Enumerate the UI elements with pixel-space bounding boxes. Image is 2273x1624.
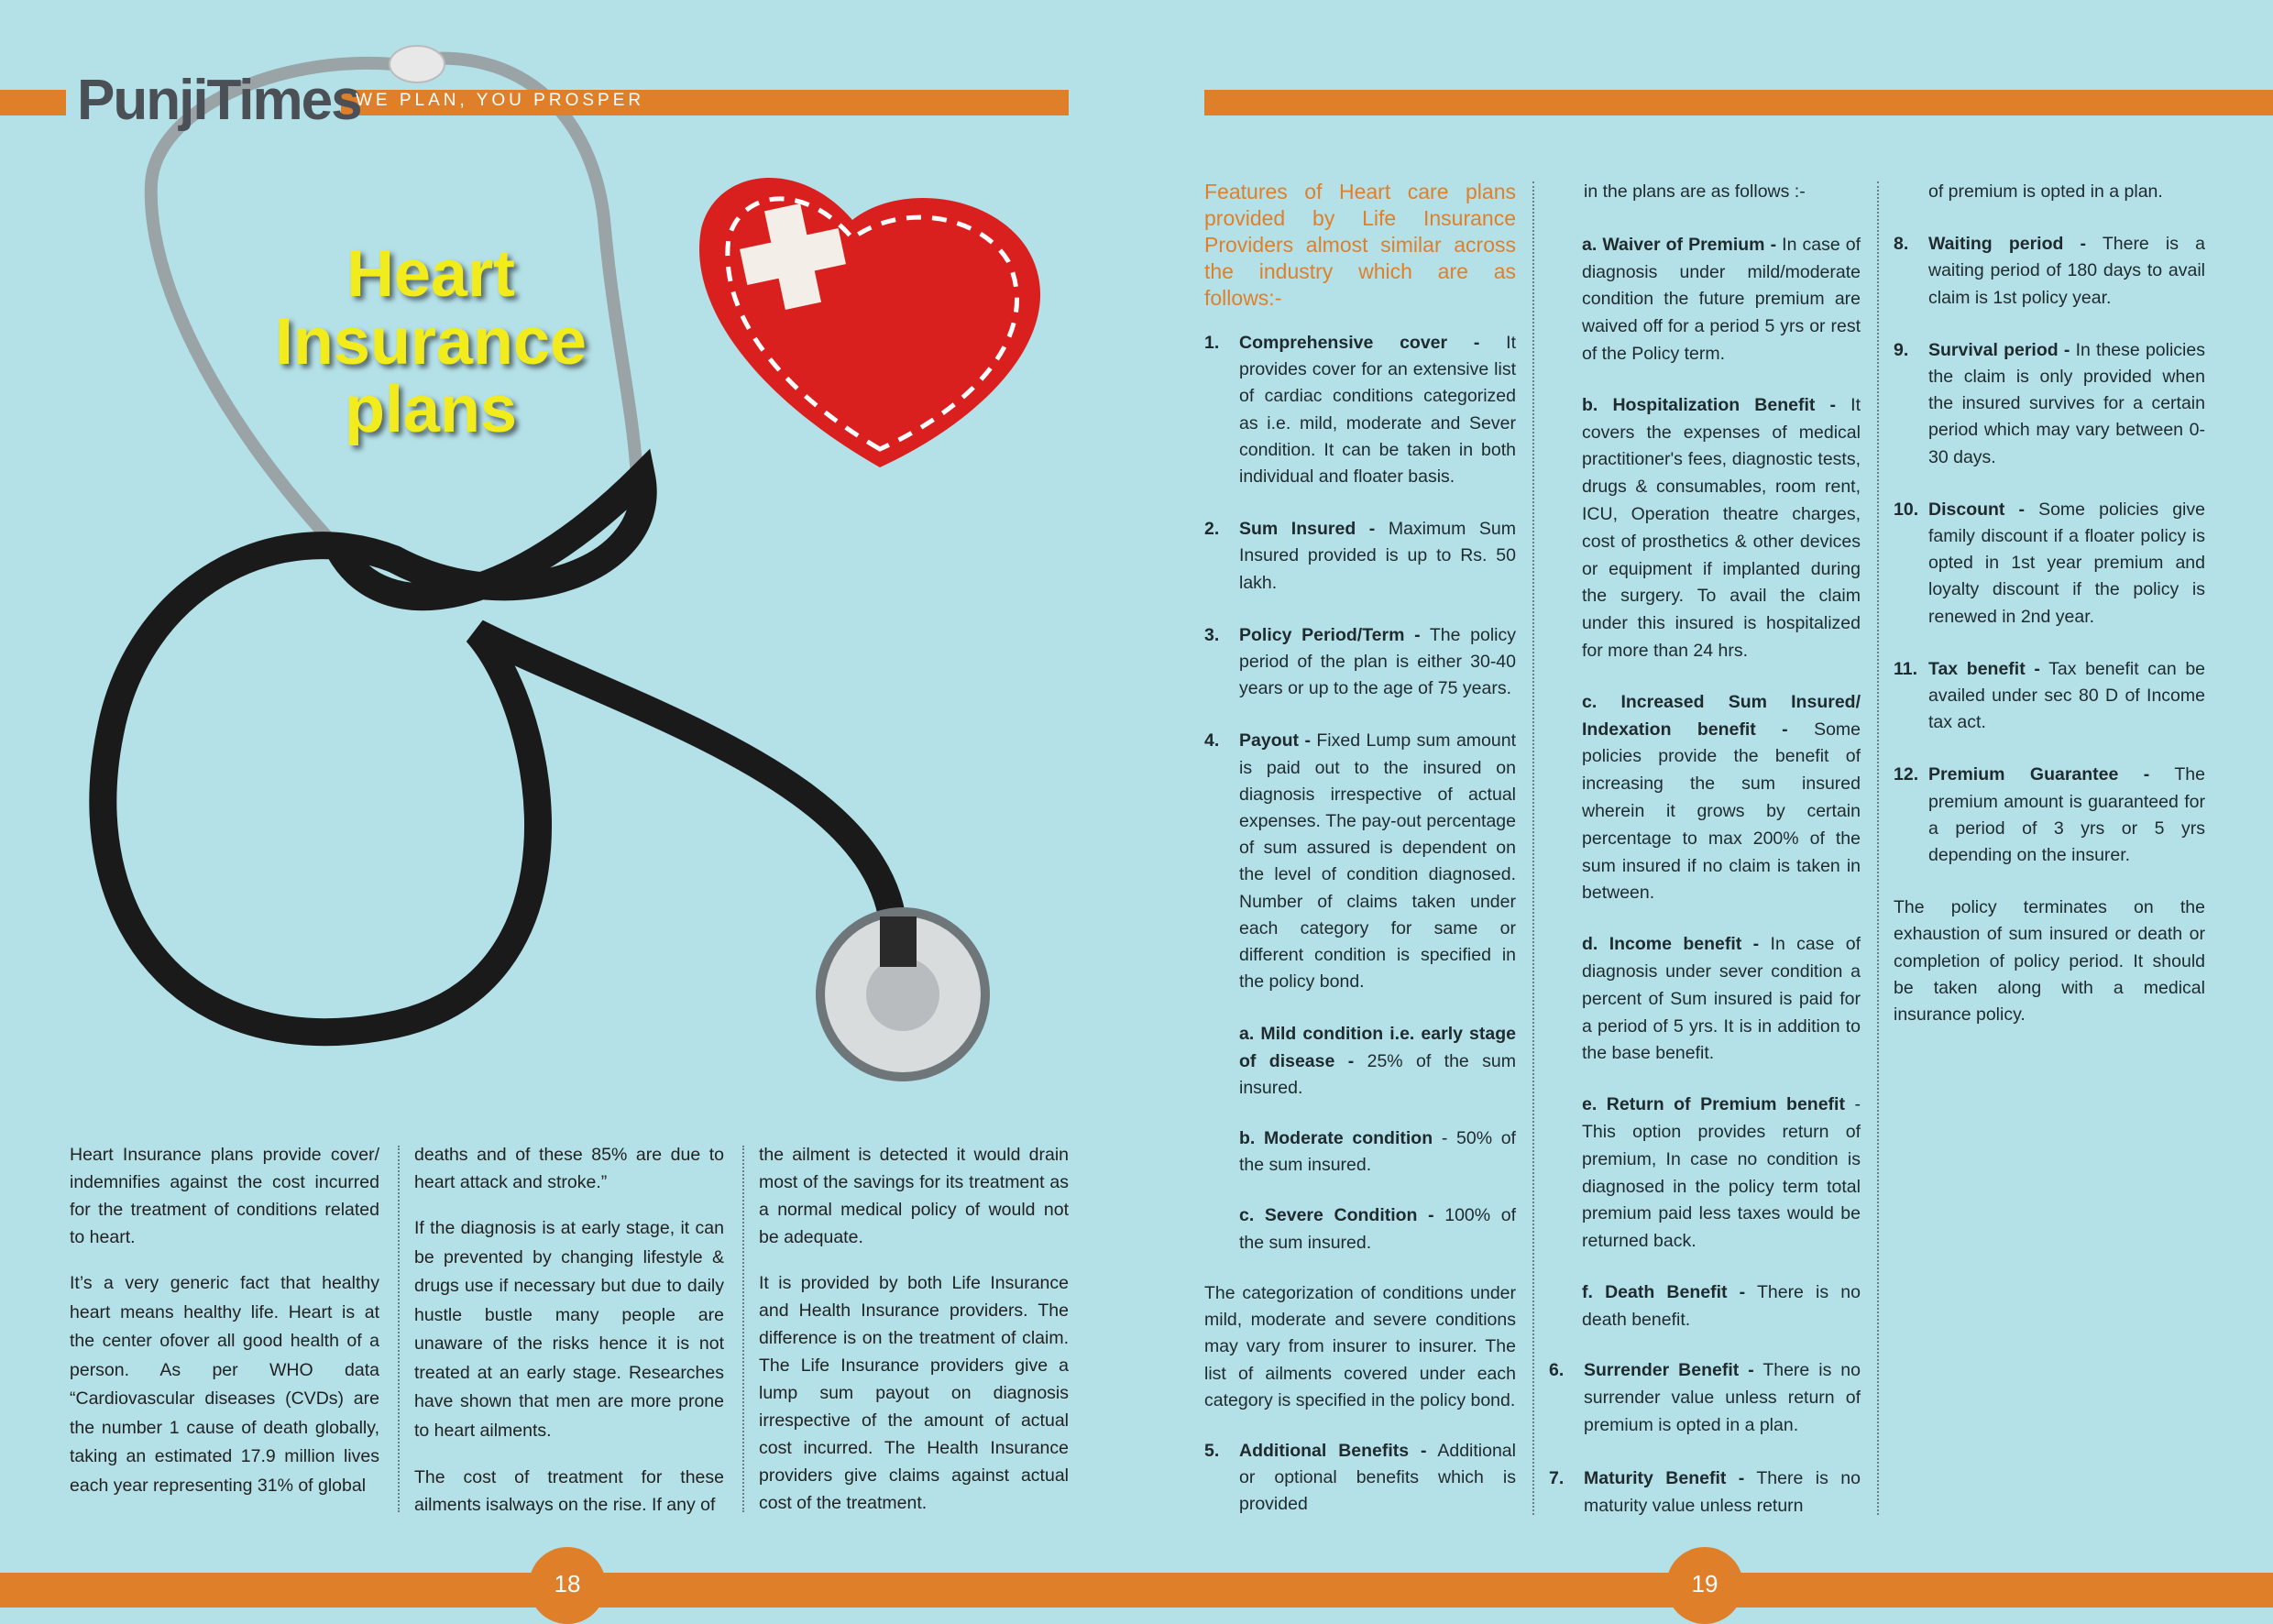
item-title: Survival period - [1928, 339, 2070, 360]
left-column-2 [414, 1141, 724, 1537]
benefits-intro: in the plans are as follows :- [1584, 181, 1806, 202]
sub-item [1582, 931, 1861, 1068]
item-title: Waiting period - [1928, 234, 2087, 255]
list-item [1894, 656, 2205, 737]
item-text: Maximum Sum Insured provided is up to Rs. 50 lakh. [1239, 519, 1516, 593]
list-item [1549, 1357, 1861, 1439]
item-text: Some policies give family discount if a floater policy is opted in 1st year premium and loyalty discount if the policy is renewed in 2nd year. [1928, 499, 2205, 627]
sub-item-text: There is no death benefit. [1582, 1281, 1861, 1330]
column-separator [742, 1146, 744, 1512]
item-title: Discount - [1928, 499, 2025, 520]
item-number: 6. [1549, 1360, 1565, 1381]
list-item [1204, 1438, 1516, 1519]
sub-item-title: b. Moderate condition [1239, 1128, 1433, 1149]
list-item [1204, 622, 1516, 703]
item-number: 9. [1894, 339, 1909, 360]
list-item [1894, 231, 2205, 312]
brand-logo: PunjiTimes [77, 69, 361, 132]
item-text: In these policies the claim is only provided when the insured survives for a certain period which may vary between 0-30 days. [1928, 339, 2205, 467]
title-line-1: Heart [346, 237, 516, 311]
right-column-2 [1549, 179, 1861, 1545]
item-number: 8. [1894, 234, 1909, 255]
page-number-left: 18 [529, 1547, 606, 1624]
right-column-3 [1894, 179, 2205, 1047]
sub-item-title: e. Return of Premium benefit [1582, 1094, 1845, 1115]
item-text: Tax benefit can be availed under sec 80 D of Income tax act. [1928, 658, 2206, 733]
item-title: Tax benefit - [1928, 658, 2040, 679]
header-bar-left-edge [0, 90, 66, 115]
left-col1-para-2: It’s a very generic fact that healthy heart means healthy life. Heart is at the center ofover all good health of a person. As per WHO data “Cardiovascular diseases (CVDs) are the number 1 cause of death globally, taking an estimated 17.9 million lives each year representing 31% of global [70, 1273, 379, 1496]
sub-item-text: 100% of the sum insured. [1239, 1205, 1516, 1253]
article-title [229, 237, 632, 446]
item-number: 7. [1549, 1467, 1565, 1488]
item-text: Additional or optional benefits which is provided [1239, 1440, 1516, 1515]
left-column-1 [70, 1141, 379, 1519]
item-title: Policy Period/Term - [1239, 624, 1421, 645]
item-title: Additional Benefits - [1239, 1440, 1427, 1461]
sub-item [1582, 1279, 1861, 1334]
closing-para: The policy terminates on the exhaustion of sum insured or death or completion of policy period. It should be taken along with a medical insurance policy. [1894, 897, 2205, 1026]
column-separator [1532, 181, 1534, 1515]
left-col1-para-1: Heart Insurance plans provide cover/ indemnifies against the cost incurred for the treatment of conditions related to heart. [70, 1145, 379, 1247]
column-separator [1877, 181, 1879, 1515]
sub-item [1582, 232, 1861, 368]
sub-item-title: a. Waiver of Premium - [1582, 234, 1777, 255]
item-text: The premium amount is guaranteed for a period of 3 yrs or 5 yrs depending on the insurer. [1928, 764, 2205, 866]
item-text: There is a waiting period of 180 days to avail claim is 1st policy year. [1928, 234, 2205, 308]
item-title: Comprehensive cover - [1239, 333, 1480, 353]
stethoscope-tube [103, 545, 894, 1032]
list-item [1894, 762, 2205, 869]
sub-item-title: c. Severe Condition - [1239, 1205, 1434, 1226]
sub-item-title: a. Mild condition i.e. early stage of disease - [1239, 1024, 1516, 1071]
sub-item-text: It covers the expenses of medical practitioner's fees, diagnostic tests, drugs & consumables, room rent, ICU, Operation theatre charges, cost of prosthetics & other devices or equipment if implanted during the surgery. To avail the claim under this insured is hospitalized for more than 24 hrs. [1582, 394, 1861, 661]
item-title: Sum Insured - [1239, 519, 1376, 540]
item-title: Surrender Benefit - [1584, 1360, 1754, 1381]
item-number: 12. [1894, 764, 1919, 785]
item-title: Payout - [1239, 730, 1311, 752]
item-number: 10. [1894, 499, 1919, 520]
sub-item [1582, 689, 1861, 907]
list-item [1204, 728, 1516, 995]
sub-item-text: - This option provides return of premium, In case no condition is diagnosed in the policy term total premium paid less taxes would be returned back. [1582, 1094, 1861, 1252]
item-text: There is no maturity value unless return [1584, 1467, 1861, 1516]
features-heading: Features of Heart care plans provided by Life Insurance Providers almost similar across the industry which are as follows:- [1204, 180, 1516, 310]
continued-text: of premium is opted in a plan. [1928, 181, 2163, 202]
sub-item [1582, 1092, 1861, 1256]
list-item [1894, 337, 2205, 471]
footer-bar [0, 1573, 2273, 1608]
sub-item-title: c. Increased Sum Insured/ Indexation benefit - [1582, 691, 1861, 740]
header-bar-right [1204, 90, 2273, 115]
heart-icon [699, 178, 1040, 467]
title-line-2: Insurance [274, 305, 587, 379]
list-item [1894, 497, 2205, 631]
sub-item-title: d. Income benefit - [1582, 934, 1760, 955]
column-separator [398, 1146, 400, 1512]
item-number: 11. [1894, 658, 1918, 679]
item-title: Premium Guarantee - [1928, 764, 2150, 785]
left-col2-para-1: deaths and of these 85% are due to heart attack and stroke.” [414, 1145, 724, 1192]
sub-item-title: f. Death Benefit - [1582, 1281, 1746, 1302]
item-text: It provides cover for an extensive list of cardiac conditions categorized as i.e. mild, moderate and Sever condition. It can be taken in both individual and floater basis. [1239, 333, 1516, 488]
left-column-3 [759, 1141, 1069, 1535]
categorization-para: The categorization of conditions under mild, moderate and severe conditions may vary from insurer to insurer. The list of ailments covered under each category is specified in the policy bond. [1204, 1282, 1516, 1410]
item-title: Maturity Benefit - [1584, 1467, 1745, 1488]
page-number-right: 19 [1666, 1547, 1743, 1624]
item-number: 2. [1204, 519, 1220, 540]
sub-item [1582, 392, 1861, 665]
sub-item [1239, 1202, 1516, 1256]
left-col2-para-2: If the diagnosis is at early stage, it can be prevented by changing lifestyle & drugs use if necessary but due to daily hustle bustle many people are unaware of the risks hence it is not treated at an early stage. Researches have shown that men are more prone to heart ailments. [414, 1218, 724, 1441]
item-number: 3. [1204, 624, 1220, 645]
item-number: 5. [1204, 1440, 1220, 1461]
left-col3-para-2: It is provided by both Life Insurance and Health Insurance providers. The difference is on the treatment of claim. The Life Insurance providers give a lump sum payout on diagnosis irrespective of the amount of actual cost incurred. The Health Insurance providers give claims against actual cost of the treatment. [759, 1273, 1069, 1513]
item-text: Fixed Lump sum amount is paid out to the insured on diagnosis irrespective of actual expenses. The pay-out percentage of sum assured is dependent on the level of condition diagnosed. Number of claims taken under each category for same or different condition is specified in the policy bond. [1239, 730, 1516, 993]
sub-item [1239, 1021, 1516, 1102]
sub-item-title: b. Hospitalization Benefit - [1582, 394, 1837, 415]
item-number: 1. [1204, 333, 1220, 353]
stethoscope-tube-loop [339, 477, 643, 597]
left-col3-para-1: the ailment is detected it would drain most of the savings for its treatment as a normal medical policy of would not be adequate. [759, 1145, 1069, 1247]
list-item [1549, 1465, 1861, 1520]
item-text: The policy period of the plan is either 30-40 years or up to the age of 75 years. [1239, 624, 1516, 699]
item-number: 4. [1204, 730, 1220, 752]
stethoscope-chestpiece-icon [816, 907, 990, 1081]
sub-item-text: - 50% of the sum insured. [1239, 1128, 1516, 1176]
sub-item-text: Some policies provide the benefit of increasing the sum insured wherein it grows by certain percentage to max 200% of the sum insured if no claim is taken in between. [1582, 719, 1861, 904]
brand-tagline: WE PLAN, YOU PROSPER [356, 91, 645, 110]
title-line-3: plans [344, 373, 518, 446]
list-item [1204, 330, 1516, 490]
sub-item [1239, 1125, 1516, 1179]
left-col2-para-3: The cost of treatment for these ailments isalways on the rise. If any of [414, 1467, 724, 1515]
sub-item-text: In case of diagnosis under sever condition a percent of Sum insured is paid for a period of 5 yrs. It is in addition to the base benefit. [1582, 934, 1861, 1064]
sub-item-text: In case of diagnosis under mild/moderate condition the future premium are waived off for a period 5 yrs or rest of the Policy term. [1582, 234, 1861, 364]
item-text: There is no surrender value unless return of premium is opted in a plan. [1584, 1360, 1861, 1436]
sub-item-text: 25% of the sum insured. [1239, 1050, 1516, 1098]
list-item [1204, 516, 1516, 597]
right-column-1 [1204, 179, 1516, 1544]
